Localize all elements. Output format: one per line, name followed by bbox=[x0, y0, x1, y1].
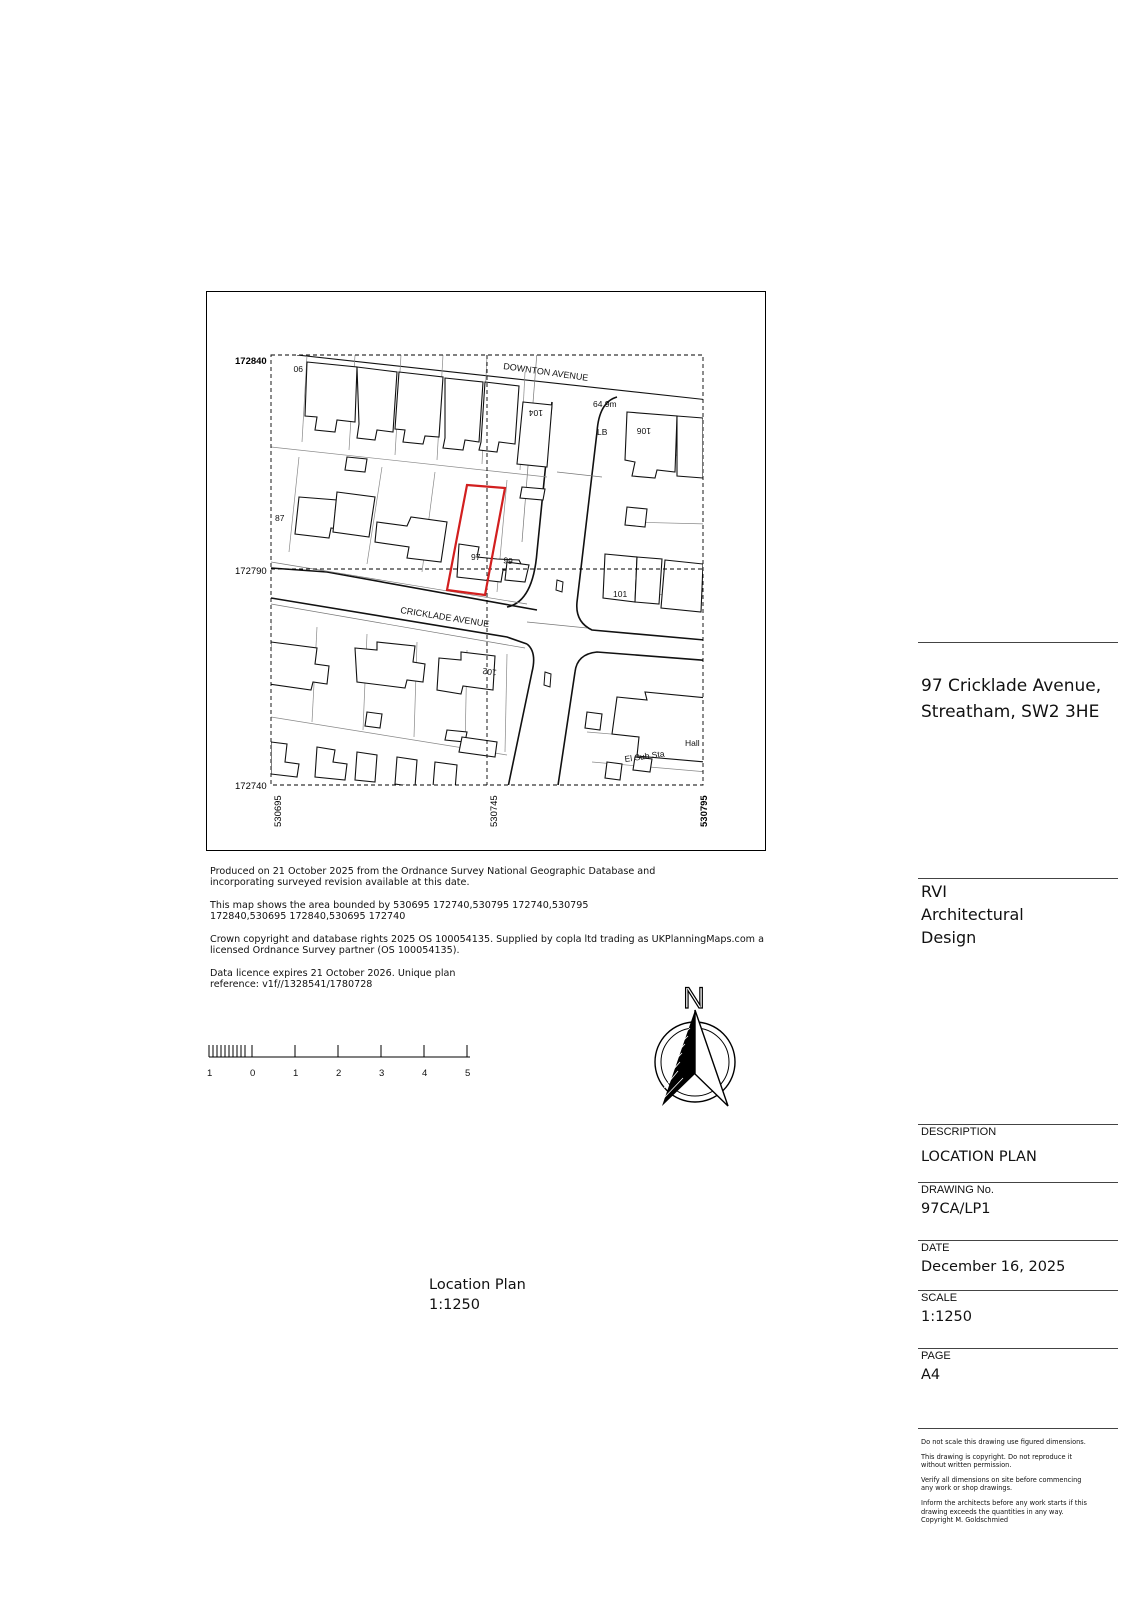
scale-value: 1:1250 bbox=[921, 1309, 973, 1325]
drawing-no-label: DRAWING No. bbox=[921, 1184, 994, 1196]
scale-label-0: 0 bbox=[250, 1068, 256, 1079]
plan-caption-title: Location Plan bbox=[429, 1277, 526, 1293]
listed-building-label: LB bbox=[597, 427, 608, 437]
title-block-rule bbox=[918, 878, 1118, 879]
grid-label-easting-left: 530695 bbox=[273, 795, 284, 827]
title-block-rule bbox=[918, 1240, 1118, 1241]
substation-label: El Sub Sta bbox=[623, 748, 666, 764]
page-label: PAGE bbox=[921, 1350, 951, 1362]
hall-label: Hall bbox=[685, 738, 700, 748]
title-block-rule bbox=[918, 1290, 1118, 1291]
disclaimer-line-1: Do not scale this drawing use figured dimensions. bbox=[921, 1438, 1086, 1446]
note-bounds: This map shows the area bounded by 530695 172740,530795 172740,530795 172840,530695 172840,530695 172740 bbox=[210, 900, 589, 922]
grid-label-easting-right: 530795 bbox=[699, 795, 710, 827]
title-block-rule bbox=[918, 1348, 1118, 1349]
title-block-rule bbox=[918, 1428, 1118, 1429]
page-value: A4 bbox=[921, 1367, 941, 1383]
title-block-rule bbox=[918, 1182, 1118, 1183]
scale-label-4: 4 bbox=[422, 1068, 428, 1079]
house-number-104: 104 bbox=[528, 408, 543, 418]
house-number-87: 87 bbox=[275, 513, 285, 523]
north-arrow bbox=[650, 978, 740, 1113]
note-licence: Data licence expires 21 October 2026. Unique plan reference: v1f//1328541/1780728 bbox=[210, 968, 456, 990]
location-map bbox=[206, 291, 766, 851]
scale-label-2: 2 bbox=[336, 1068, 342, 1079]
spot-height-label: 64.9m bbox=[593, 399, 617, 409]
house-number-101: 101 bbox=[613, 589, 628, 599]
date-value: December 16, 2025 bbox=[921, 1259, 1066, 1275]
side-road-south-west bbox=[507, 644, 534, 792]
title-block-rule bbox=[918, 642, 1118, 643]
north-letter: N bbox=[683, 982, 705, 1015]
address-line-1: 97 Cricklade Avenue, bbox=[921, 676, 1102, 696]
scale-label-3: 3 bbox=[379, 1068, 385, 1079]
firm-line-2: Architectural bbox=[921, 905, 1024, 924]
north-arrow-icon bbox=[650, 978, 740, 1113]
drawing-no-value: 97CA/LP1 bbox=[921, 1201, 991, 1217]
description-value: LOCATION PLAN bbox=[921, 1149, 1037, 1165]
house-number-90: 90 bbox=[293, 364, 303, 374]
scale-label-5: 5 bbox=[465, 1068, 471, 1079]
firm-line-1: RVI bbox=[921, 882, 947, 901]
scale-label: SCALE bbox=[921, 1292, 958, 1304]
date-label: DATE bbox=[921, 1242, 950, 1254]
scale-bar bbox=[206, 1042, 476, 1082]
house-number-99: 99 bbox=[502, 555, 514, 567]
address-line-2: Streatham, SW2 3HE bbox=[921, 702, 1100, 722]
house-number-106: 106 bbox=[636, 426, 651, 436]
disclaimer-line-2: This drawing is copyright. Do not reproduce it without written permission. bbox=[921, 1452, 1073, 1470]
pavement-line-3 bbox=[527, 622, 587, 628]
scale-bar-graphic bbox=[206, 1042, 476, 1066]
firm-line-3: Design bbox=[921, 928, 977, 947]
note-produced: Produced on 21 October 2025 from the Ordnance Survey National Geographic Database and incorporating surveyed revision available at this date. bbox=[210, 866, 656, 888]
house-number-97: 97 bbox=[471, 552, 481, 562]
note-copyright: Crown copyright and database rights 2025 OS 100054135. Supplied by copla ltd trading as UKPlanningMaps.com a licensed Ordnance Survey partner (OS 100054135). bbox=[210, 934, 764, 956]
plan-caption-scale: 1:1250 bbox=[429, 1297, 481, 1313]
grid-label-northing-bottom: 172740 bbox=[235, 781, 267, 792]
project-address bbox=[921, 673, 1101, 725]
map-notes bbox=[210, 866, 770, 990]
plan-caption bbox=[429, 1275, 526, 1315]
description-label: DESCRIPTION bbox=[921, 1126, 997, 1138]
scale-label-minus-1: 1 bbox=[207, 1068, 213, 1079]
house-number-102: 102 bbox=[481, 666, 498, 678]
grid-label-northing-mid: 172790 bbox=[235, 566, 267, 577]
grid-label-easting-mid: 530745 bbox=[489, 795, 500, 827]
pavement-line-5 bbox=[557, 472, 602, 477]
scale-label-1: 1 bbox=[293, 1068, 299, 1079]
title-block-rule bbox=[918, 1124, 1118, 1125]
grid-label-northing-top: 172840 bbox=[235, 356, 267, 367]
disclaimer-line-4: Inform the architects before any work starts if this drawing exceeds the quantities in any way. bbox=[921, 1498, 1087, 1516]
disclaimer-notes bbox=[921, 1438, 1091, 1531]
os-map-drawing bbox=[207, 292, 767, 852]
disclaimer-line-3: Verify all dimensions on site before commencing any work or shop drawings. bbox=[921, 1475, 1082, 1493]
street-label-cricklade: CRICKLADE AVENUE bbox=[399, 605, 491, 630]
street-label-downton: DOWNTON AVENUE bbox=[502, 361, 589, 383]
disclaimer-line-5: Copyright M. Goldschmied bbox=[921, 1516, 1009, 1525]
firm-name bbox=[921, 880, 1024, 949]
